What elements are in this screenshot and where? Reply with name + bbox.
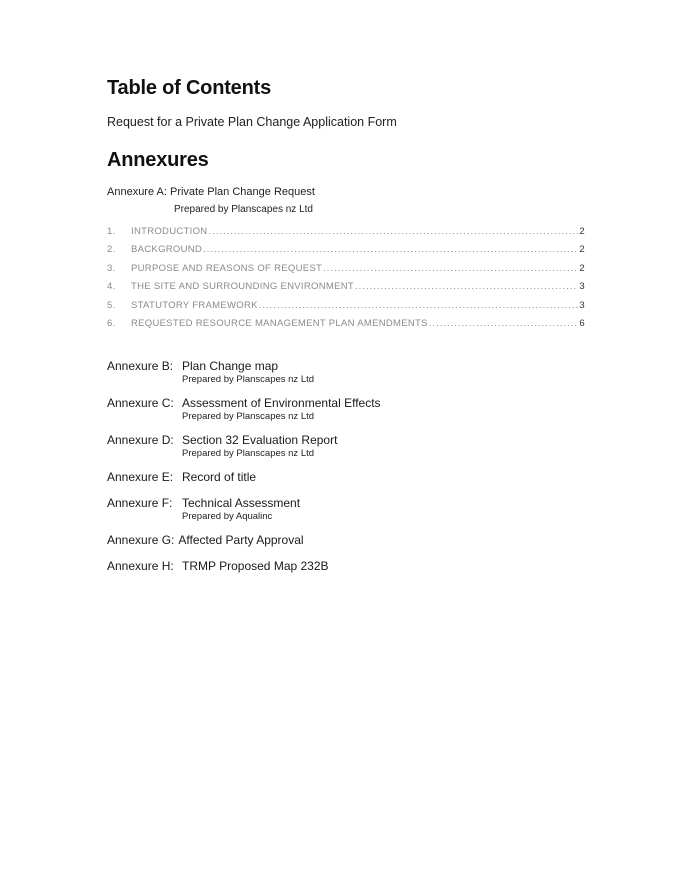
- toc-row-page: 3: [579, 299, 585, 311]
- toc-row-title: STATUTORY FRAMEWORK: [131, 299, 258, 311]
- annexure-prepared-by: Prepared by Planscapes nz Ltd: [182, 448, 315, 459]
- toc-row-page: 6: [579, 317, 585, 329]
- annexure-b-item: [107, 359, 381, 386]
- toc-row-number: 2.: [107, 244, 116, 256]
- annexure-d-item: [107, 433, 381, 460]
- annexure-title: Assessment of Environmental Effects: [182, 396, 381, 410]
- toc-row[interactable]: [107, 226, 585, 244]
- annexure-label: Annexure H:: [107, 559, 174, 573]
- toc-row-page: 2: [579, 262, 585, 274]
- toc-row-number: 1.: [107, 226, 116, 237]
- toc-row-title: INTRODUCTION: [131, 226, 208, 237]
- annexure-title: Section 32 Evaluation Report: [182, 433, 338, 447]
- annexure-h-item: [107, 559, 381, 574]
- toc-row[interactable]: [107, 263, 585, 281]
- toc-row[interactable]: [107, 300, 585, 318]
- toc-leader-dots: [323, 263, 578, 274]
- toc-row-title: REQUESTED RESOURCE MANAGEMENT PLAN AMENDMENTS: [131, 317, 428, 329]
- request-form-line: Request for a Private Plan Change Application Form: [107, 115, 397, 129]
- toc-row-title: BACKGROUND: [131, 244, 203, 256]
- annexure-title: TRMP Proposed Map 232B: [182, 559, 329, 573]
- annexure-prepared-by: Prepared by Planscapes nz Ltd: [182, 411, 315, 422]
- annexure-list: [107, 359, 381, 574]
- annexure-title: Plan Change map: [182, 359, 279, 373]
- toc-row-page: 2: [579, 244, 585, 256]
- annexure-a-contents-list: [107, 226, 585, 336]
- annexure-f-item: [107, 496, 381, 523]
- annexure-title: Technical Assessment: [182, 496, 301, 510]
- annexure-prepared-by: Prepared by Aqualinc: [182, 511, 273, 522]
- annexure-label: Annexure G:: [107, 533, 175, 547]
- toc-leader-dots: [208, 226, 578, 237]
- toc-row-number: 3.: [107, 262, 116, 274]
- annexures-heading: Annexures: [107, 149, 209, 171]
- toc-row[interactable]: [107, 318, 585, 336]
- annexure-label: Annexure C:: [107, 396, 174, 410]
- toc-leader-dots: [429, 318, 579, 329]
- annexure-a-title: Annexure A: Private Plan Change Request: [107, 186, 315, 198]
- toc-row[interactable]: [107, 244, 585, 262]
- annexure-a-prepared-by: Prepared by Planscapes nz Ltd: [174, 204, 313, 215]
- toc-row-title: THE SITE AND SURROUNDING ENVIRONMENT: [131, 281, 354, 293]
- annexure-title: Affected Party Approval: [178, 533, 304, 547]
- toc-leader-dots: [355, 281, 578, 292]
- toc-row-title: PURPOSE AND REASONS OF REQUEST: [131, 262, 323, 274]
- annexure-title: Record of title: [182, 470, 257, 484]
- toc-leader-dots: [203, 244, 578, 255]
- annexure-e-item: [107, 470, 381, 485]
- toc-heading: Table of Contents: [107, 77, 272, 99]
- annexure-label: Annexure B:: [107, 359, 174, 373]
- toc-row-page: 2: [579, 226, 585, 237]
- toc-row[interactable]: [107, 281, 585, 299]
- toc-leader-dots: [259, 300, 579, 311]
- annexure-label: Annexure F:: [107, 496, 173, 510]
- annexure-prepared-by: Prepared by Planscapes nz Ltd: [182, 374, 315, 385]
- toc-row-number: 4.: [107, 281, 116, 293]
- annexure-g-item: [107, 533, 381, 548]
- toc-row-number: 5.: [107, 299, 116, 311]
- annexure-c-item: [107, 396, 381, 423]
- annexure-label: Annexure D:: [107, 433, 174, 447]
- toc-row-number: 6.: [107, 317, 116, 329]
- toc-row-page: 3: [579, 281, 585, 293]
- annexure-label: Annexure E:: [107, 470, 174, 484]
